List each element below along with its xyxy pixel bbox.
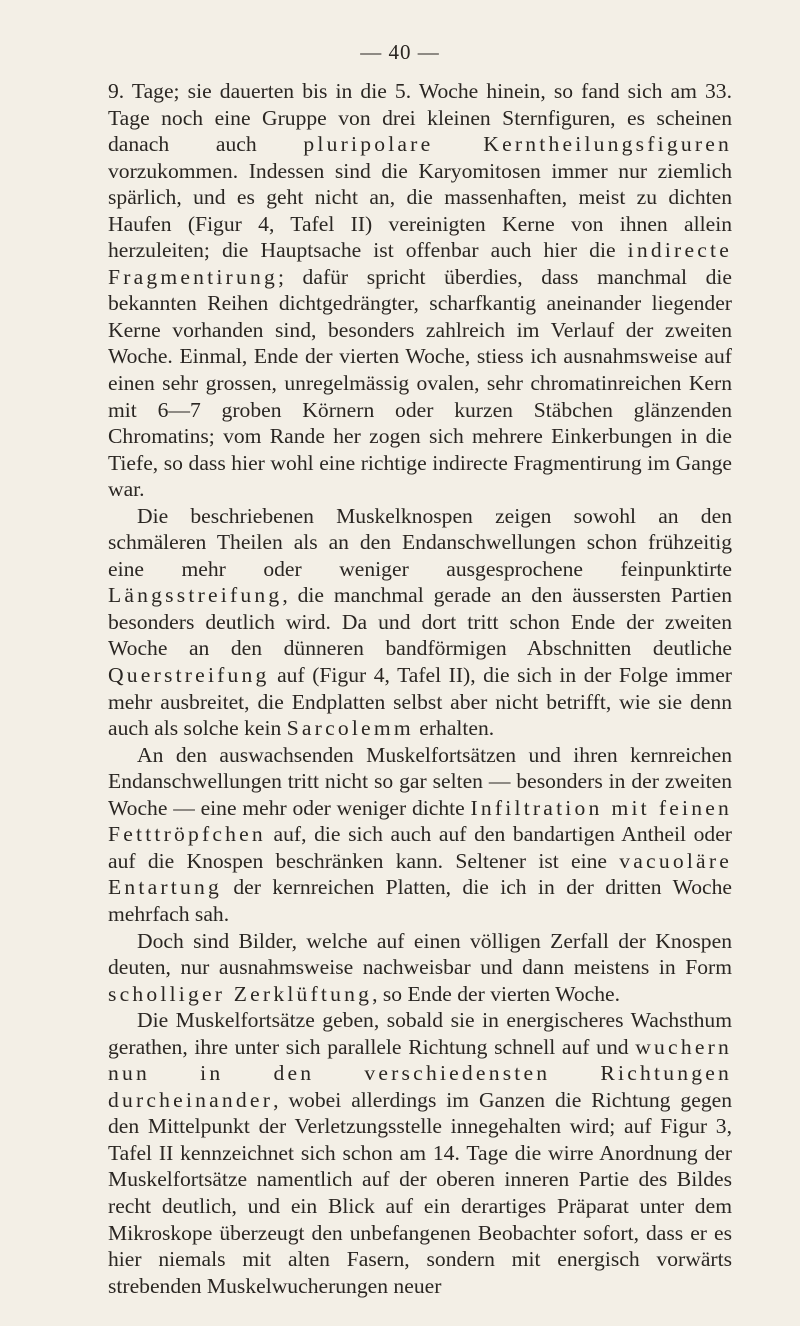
spaced-emphasis-text: pluripolare Kerntheilungsfiguren [303, 132, 733, 157]
spaced-emphasis-text: vacuoläre Entartung [108, 848, 732, 900]
paragraph-4 [108, 928, 732, 1008]
paragraph-text-segment: Doch sind Bilder, welche auf einen völligen Zerfall der Knospen deuten, nur ausnahmsweise nachweisbar und dann meistens in Form [108, 928, 732, 980]
paragraph-3 [108, 742, 732, 928]
spaced-emphasis-text: Querstreifung [108, 663, 270, 688]
body-text [108, 78, 732, 1299]
spaced-emphasis-text: wuchern nun in den verschiedensten Richtungen durcheinander [108, 1034, 732, 1112]
paragraph-text-segment: ; dafür spricht überdies, dass manchmal die bekannten Reihen dichtgedrängter, scharfkantig aneinander liegender Kerne vorhanden sind, besonders zahlreich im Verlauf der zweiten Woche. Einmal, Ende der vierten Woche, stiess ich ausnahmsweise auf einen sehr grossen, unregelmässig ovalen, sehr chromatinreichen Kern mit 6—7 groben Körnern oder kurzen Stäbchen glänzenden Chromatins; vom Rande her zogen sich mehrere Einkerbungen in die Tiefe, so dass hier wohl eine richtige indirecte Fragmentirung im Gange war. [108, 264, 732, 502]
paragraph-text-segment: Die Muskelfortsätze geben, sobald sie in energischeres Wachsthum gerathen, ihre unter sich parallele Richtung schnell auf und [108, 1008, 732, 1059]
paragraph-text-segment: auf (Figur 4, Tafel II), die sich in der Folge immer mehr ausbreitet, die Endplatten selbst aber nicht betrifft, wie sie denn auch als solche kein [108, 663, 732, 741]
paragraph-text-segment: Die beschriebenen Muskelknospen zeigen sowohl an den schmäleren Theilen als an den Endanschwellungen schon frühzeitig eine mehr oder weniger ausgesprochene feinpunktirte [108, 503, 732, 581]
paragraph-2 [108, 503, 732, 742]
spaced-emphasis-text: Infiltration mit feinen Fetttröpfchen [108, 795, 732, 847]
paragraph-text-segment: , die manchmal gerade an den äussersten Partien besonders deutlich wird. Da und dort tritt schon Ende der zweiten Woche an den dünneren bandförmigen Abschnitten deutliche [108, 583, 732, 661]
spaced-emphasis-text: Längsstreifung [108, 583, 283, 608]
paragraph-text-segment: auf, die sich auch auf den bandartigen Antheil oder auf die Knospen beschränken kann. Seltener ist eine [108, 822, 732, 873]
paragraph-5 [108, 1007, 732, 1299]
paragraph-text-segment: 9. Tage; sie dauerten bis in die 5. Woche hinein, so fand sich am 33. Tage noch eine Gruppe von drei kleinen Sternfiguren, es scheinen danach auch [108, 79, 732, 157]
paragraph-text-segment: , wobei allerdings im Ganzen die Richtung gegen den Mittelpunkt der Verletzungsstelle innegehalten wird; auf Figur 3, Tafel II kennzeichnet sich schon am 14. Tage die wirre Anordnung der Muskelfortsätze namentlich auf der oberen inneren Partie des Bildes recht deutlich, und ein Blick auf ein derartiges Präparat unter dem Mikroskope überzeugt den unbefangenen Beobachter sofort, dass er es hier niemals mit alten Fasern, sondern mit energisch vorwärts strebenden Muskelwucherungen neuer [108, 1087, 732, 1298]
paragraph-1 [108, 78, 732, 503]
paragraph-text-segment: der kernreichen Platten, die ich in der dritten Woche mehrfach sah. [108, 875, 732, 926]
paragraph-text-segment: , so Ende der vierten Woche. [372, 981, 620, 1006]
spaced-emphasis-text: Sarcolemm [286, 716, 414, 741]
spaced-emphasis-text: scholliger Zerklüftung [108, 981, 373, 1006]
page-number-header: — 40 — [360, 40, 440, 64]
paragraph-text-segment: An den auswachsenden Muskelfortsätzen und ihren kernreichen Endanschwellungen tritt nicht so gar selten — besonders in der zweiten Woche — eine mehr oder weniger dichte [108, 742, 732, 820]
spaced-emphasis-text: indirecte Fragmentirung [108, 238, 732, 289]
paragraph-text-segment: erhalten. [413, 716, 495, 741]
paragraph-text-segment: vorzukommen. Indessen sind die Karyomitosen immer nur ziemlich spärlich, und es geht nicht an, die massenhaften, meist zu dichten Haufen (Figur 4, Tafel II) vereinigten Kerne von ihnen allein herzuleiten; die Hauptsache ist offenbar auch hier die [108, 158, 732, 263]
